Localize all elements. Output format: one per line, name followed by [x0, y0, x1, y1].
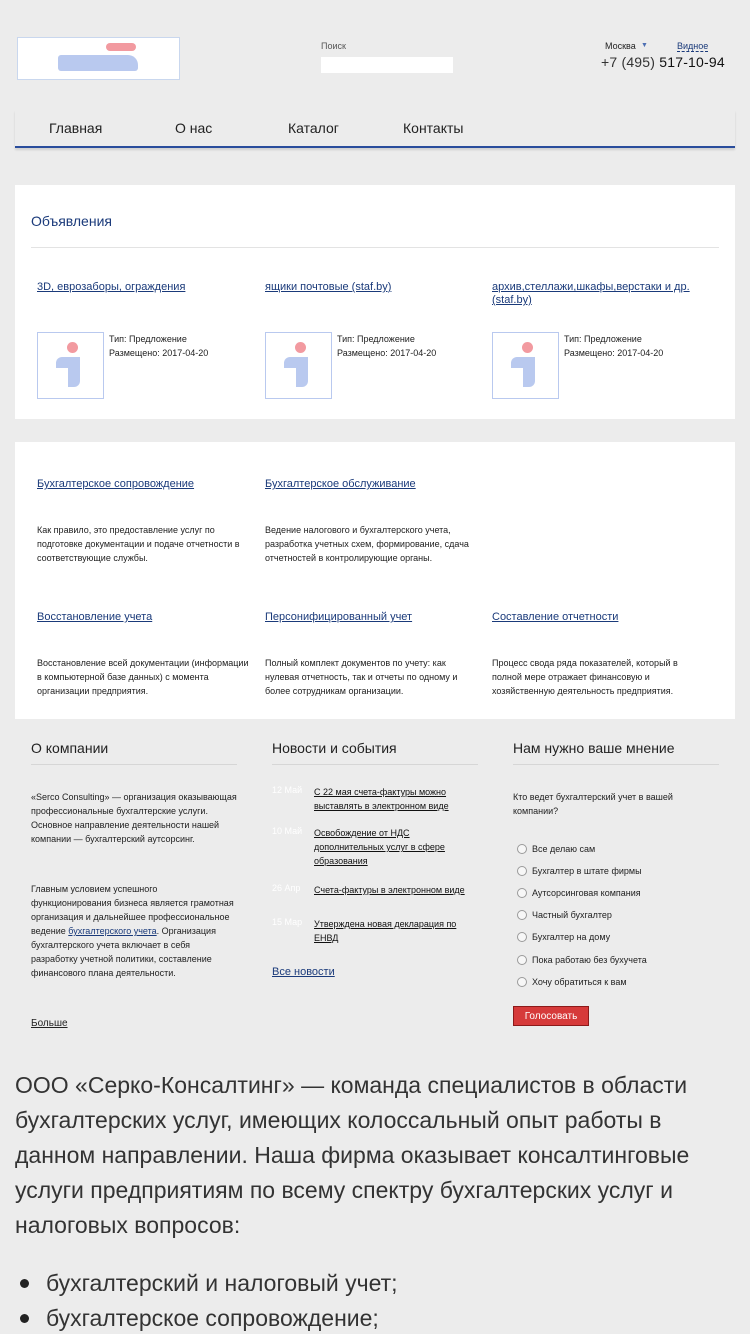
logo-shape	[58, 55, 138, 71]
news-link[interactable]: Утверждена новая декларация по ЕНВД	[314, 919, 457, 943]
ad-type: Тип: Предложение	[337, 334, 415, 344]
poll-option[interactable]	[517, 866, 642, 876]
ad-date: Размещено: 2017-04-20	[564, 348, 664, 358]
poll-option-label: Бухгалтер на дому	[532, 932, 611, 942]
ad-type: Тип: Предложение	[109, 334, 187, 344]
ads-section	[15, 185, 735, 419]
service-link[interactable]: Бухгалтерское сопровождение	[37, 478, 195, 490]
radio-button[interactable]	[517, 955, 527, 965]
about-paragraph	[31, 882, 237, 980]
nav-item-contacts[interactable]: Контакты	[403, 120, 464, 136]
about-text-part: Главным условием успешного функционирования бизнеса является грамотная организация и дальнейшее профессиональное ведение	[31, 884, 234, 936]
ads-title: Объявления	[31, 213, 112, 229]
poll-question: Кто ведет бухгалтерский учет в вашей компании?	[513, 792, 673, 816]
service-description: Восстановление всей документации (информации в компьютерной базе данных) с момента организации предприятия.	[37, 658, 249, 696]
service-item	[492, 611, 707, 696]
news-date: 12 Май	[272, 785, 303, 795]
about-text-part: . Организация бухгалтерского учета включает в себя разработку учетной политики, составление финансового плана деятельности.	[31, 926, 216, 978]
poll-option[interactable]	[517, 977, 627, 987]
poll-option-label: Частный бухгалтер	[532, 910, 612, 920]
poll-column	[513, 740, 719, 1022]
service-link[interactable]: Бухгалтерское обслуживание	[265, 478, 416, 490]
ad-type: Тип: Предложение	[564, 334, 642, 344]
bullet-icon	[20, 1279, 29, 1288]
search-label: Поиск	[321, 41, 346, 51]
service-item	[265, 611, 480, 696]
services-section	[15, 442, 735, 719]
list-item-text: бухгалтерское сопровождение;	[46, 1305, 379, 1331]
ad-title-link[interactable]: архив,стеллажи,шкафы,верстаки и др. (staf.by)	[492, 281, 690, 306]
nav-item-catalog[interactable]: Каталог	[288, 120, 339, 136]
accounting-link[interactable]: бухгалтерского учета	[68, 926, 157, 936]
news-link[interactable]: С 22 мая счета-фактуры можно выставлять в электронном виде	[314, 787, 449, 811]
radio-button[interactable]	[517, 844, 527, 854]
poll-option-label: Все делаю сам	[532, 844, 596, 854]
service-link[interactable]: Восстановление учета	[37, 611, 153, 623]
all-news-link[interactable]: Все новости	[272, 966, 335, 978]
poll-option-label: Аутсорсинговая компания	[532, 888, 641, 898]
ad-thumbnail[interactable]	[37, 332, 104, 399]
news-link[interactable]: Освобождение от НДС дополнительных услуг в сфере образования	[314, 828, 445, 866]
ad-meta	[337, 332, 436, 360]
phone-number	[601, 54, 725, 70]
service-description: Процесс свода ряда показателей, который в полной мере отражает финансовую и хозяйственную деятельность предприятия.	[492, 658, 678, 696]
ad-meta	[564, 332, 663, 360]
ad-meta	[109, 332, 208, 360]
poll-option-label: Пока работаю без бухучета	[532, 955, 647, 965]
news-date: 10 Май	[272, 826, 303, 836]
district-link[interactable]: Видное	[677, 41, 709, 51]
service-link[interactable]: Составление отчетности	[492, 611, 619, 623]
list-item	[20, 1301, 398, 1334]
ad-date: Размещено: 2017-04-20	[337, 348, 437, 358]
radio-button[interactable]	[517, 888, 527, 898]
news-date: 15 Мар	[272, 917, 303, 927]
news-date: 26 Апр	[272, 883, 301, 893]
about-paragraph: «Serco Consulting» — организация оказывающая профессиональные бухгалтерские услуги. Основное направление деятельности нашей компании — бухгалтерский аутсорсинг.	[31, 792, 237, 844]
list-item	[20, 1266, 398, 1301]
intro-text: ООО «Серко-Консалтинг» — команда специалистов в области бухгалтерских услуг, имеющих колоссальный опыт работы в данном направлении. Наша фирма оказывает консалтинговые услуги предприятиям по всему спектру бухгалтерских услуг и налоговых вопросов:	[15, 1072, 690, 1238]
poll-option[interactable]	[517, 888, 641, 898]
nav-item-about[interactable]: О нас	[175, 120, 213, 136]
ad-date: Размещено: 2017-04-20	[109, 348, 209, 358]
poll-option-label: Хочу обратиться к вам	[532, 977, 627, 987]
poll-option[interactable]	[517, 955, 647, 965]
vote-button[interactable]: Голосовать	[513, 1006, 589, 1026]
radio-button[interactable]	[517, 932, 527, 942]
poll-option-label: Бухгалтер в штате фирмы	[532, 866, 642, 876]
about-title: О компании	[31, 740, 237, 765]
city-selector[interactable]: Москва	[605, 41, 636, 51]
news-title: Новости и события	[272, 740, 478, 765]
chevron-down-icon[interactable]: ▼	[641, 42, 648, 49]
ad-card	[37, 281, 257, 358]
ad-card	[492, 281, 712, 358]
service-link[interactable]: Персонифицированный учет	[265, 611, 413, 623]
service-item	[37, 478, 252, 563]
news-link[interactable]: Счета-фактуры в электронном виде	[314, 885, 465, 895]
poll-title: Нам нужно ваше мнение	[513, 740, 719, 765]
ad-title-link[interactable]: 3D, еврозаборы, ограждения	[37, 281, 186, 293]
phone-main: 517-10-94	[659, 54, 725, 70]
phone-prefix: +7 (495)	[601, 54, 656, 70]
ad-thumbnail[interactable]	[265, 332, 332, 399]
bullet-icon	[20, 1314, 29, 1323]
service-description: Как правило, это предоставление услуг по подготовке документации и подаче отчетности в соответствующие службы.	[37, 525, 240, 563]
divider	[31, 247, 719, 248]
ad-thumbnail[interactable]	[492, 332, 559, 399]
ad-title-link[interactable]: ящики почтовые (staf.by)	[265, 281, 392, 293]
service-item	[37, 611, 252, 696]
radio-button[interactable]	[517, 977, 527, 987]
radio-button[interactable]	[517, 866, 527, 876]
poll-option[interactable]	[517, 910, 612, 920]
service-description: Полный комплект документов по учету: как нулевая отчетность, так и отчеты по одному и более сотрудникам организации.	[265, 658, 458, 696]
services-list	[20, 1266, 398, 1334]
list-item-text: бухгалтерский и налоговый учет;	[46, 1270, 398, 1296]
ad-card	[265, 281, 485, 358]
about-column	[31, 740, 237, 1029]
more-link[interactable]: Больше	[31, 1018, 68, 1029]
service-item	[265, 478, 480, 563]
main-nav	[15, 110, 735, 148]
site-logo[interactable]	[17, 37, 180, 80]
nav-item-home[interactable]: Главная	[49, 120, 103, 136]
poll-option[interactable]	[517, 844, 595, 854]
logo-dot	[106, 43, 136, 51]
radio-button[interactable]	[517, 910, 527, 920]
service-description: Ведение налогового и бухгалтерского учета, разработка учетных схем, формирование, сдача отчетностей в контролирующие органы.	[265, 525, 469, 563]
news-column	[272, 740, 478, 978]
poll-option[interactable]	[517, 932, 610, 942]
search-input[interactable]	[321, 57, 453, 73]
